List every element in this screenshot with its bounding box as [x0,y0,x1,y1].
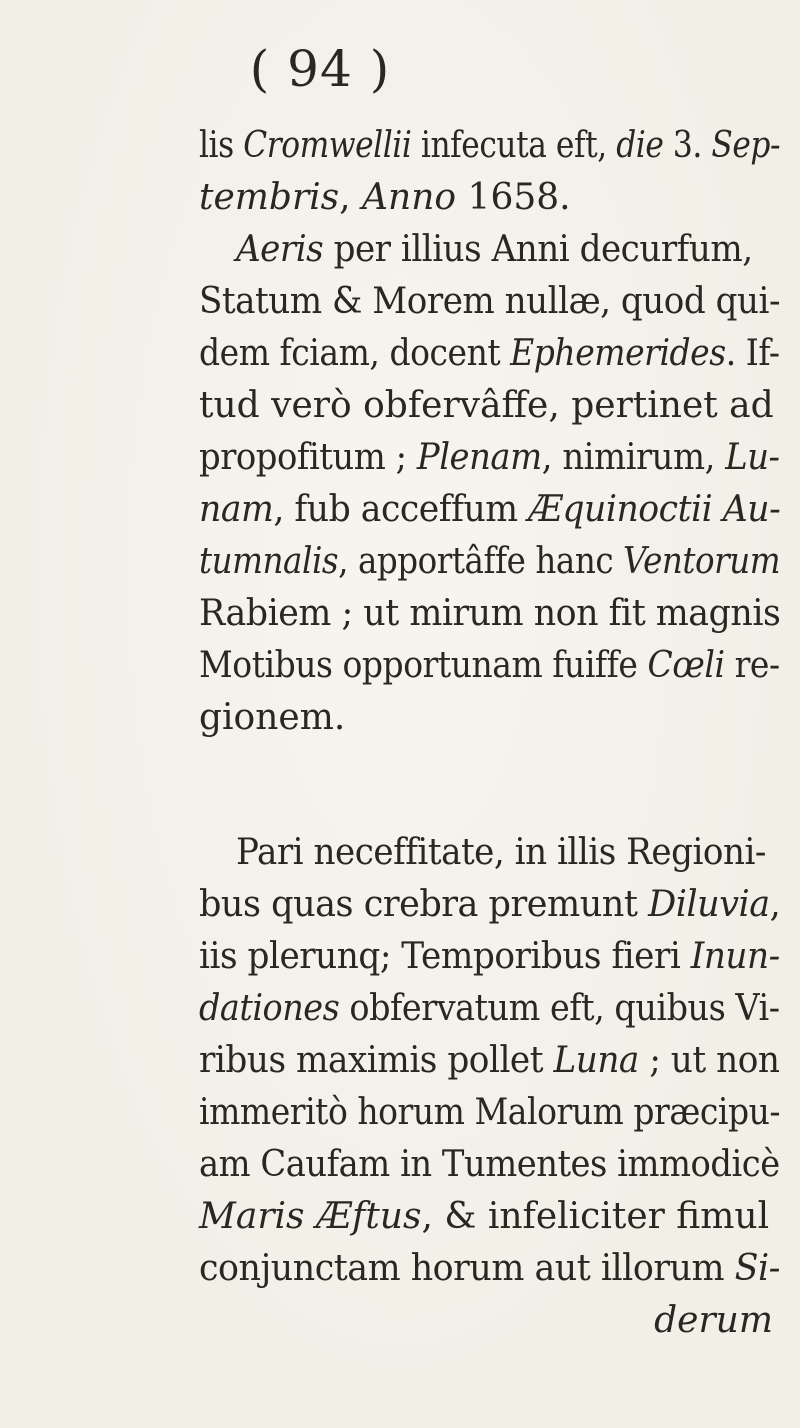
text-line-4: Statum & Morem nullæ, quod qui- [199,281,781,322]
text-line-8: nam, fub acceffum Æquinoctii Au- [199,489,781,530]
text-line-10: Rabiem ; ut mirum non fit magnis [199,593,781,634]
text-line-15: iis plerunq; Temporibus fieri Inun- [199,936,780,977]
text-line-7: propofitum ; Plenam, nimirum, Lu- [199,437,780,478]
text-line-13: Pari neceffitate, in illis Regioni- [236,832,766,873]
text-line-16: dationes obfervatum eft, quibus Vi- [199,988,780,1029]
text-line-5: dem fciam, docent Ephemerides. If- [199,333,780,374]
text-line-9: tumnalis, apportâffe hanc Ventorum [199,541,781,582]
text-line-6: tud verò obfervâffe, pertinet ad [199,385,774,426]
text-line-18: immeritò horum Malorum præcipu- [199,1092,781,1133]
text-line-11: Motibus opportunam fuiffe Cœli re- [199,645,780,686]
catchword: derum [654,1300,773,1341]
text-line-14: bus quas crebra premunt Diluvia, [199,884,781,925]
text-line-3: Aeris per illius Anni decurfum, [236,229,753,270]
text-line-20: Maris Æftus, & infeliciter fimul [199,1196,770,1237]
text-line-12: gionem. [199,697,346,738]
text-line-21: conjunctam horum aut illorum Si- [199,1248,780,1289]
text-line-2: tembris, Anno 1658. [199,177,571,218]
text-line-1: lis Cromwellii infecuta eft, die 3. Sep- [199,125,781,166]
page-number: ( 94 ) [249,40,391,98]
text-line-19: am Caufam in Tumentes immodicè [199,1144,780,1185]
text-line-17: ribus maximis pollet Luna ; ut non [199,1040,780,1081]
